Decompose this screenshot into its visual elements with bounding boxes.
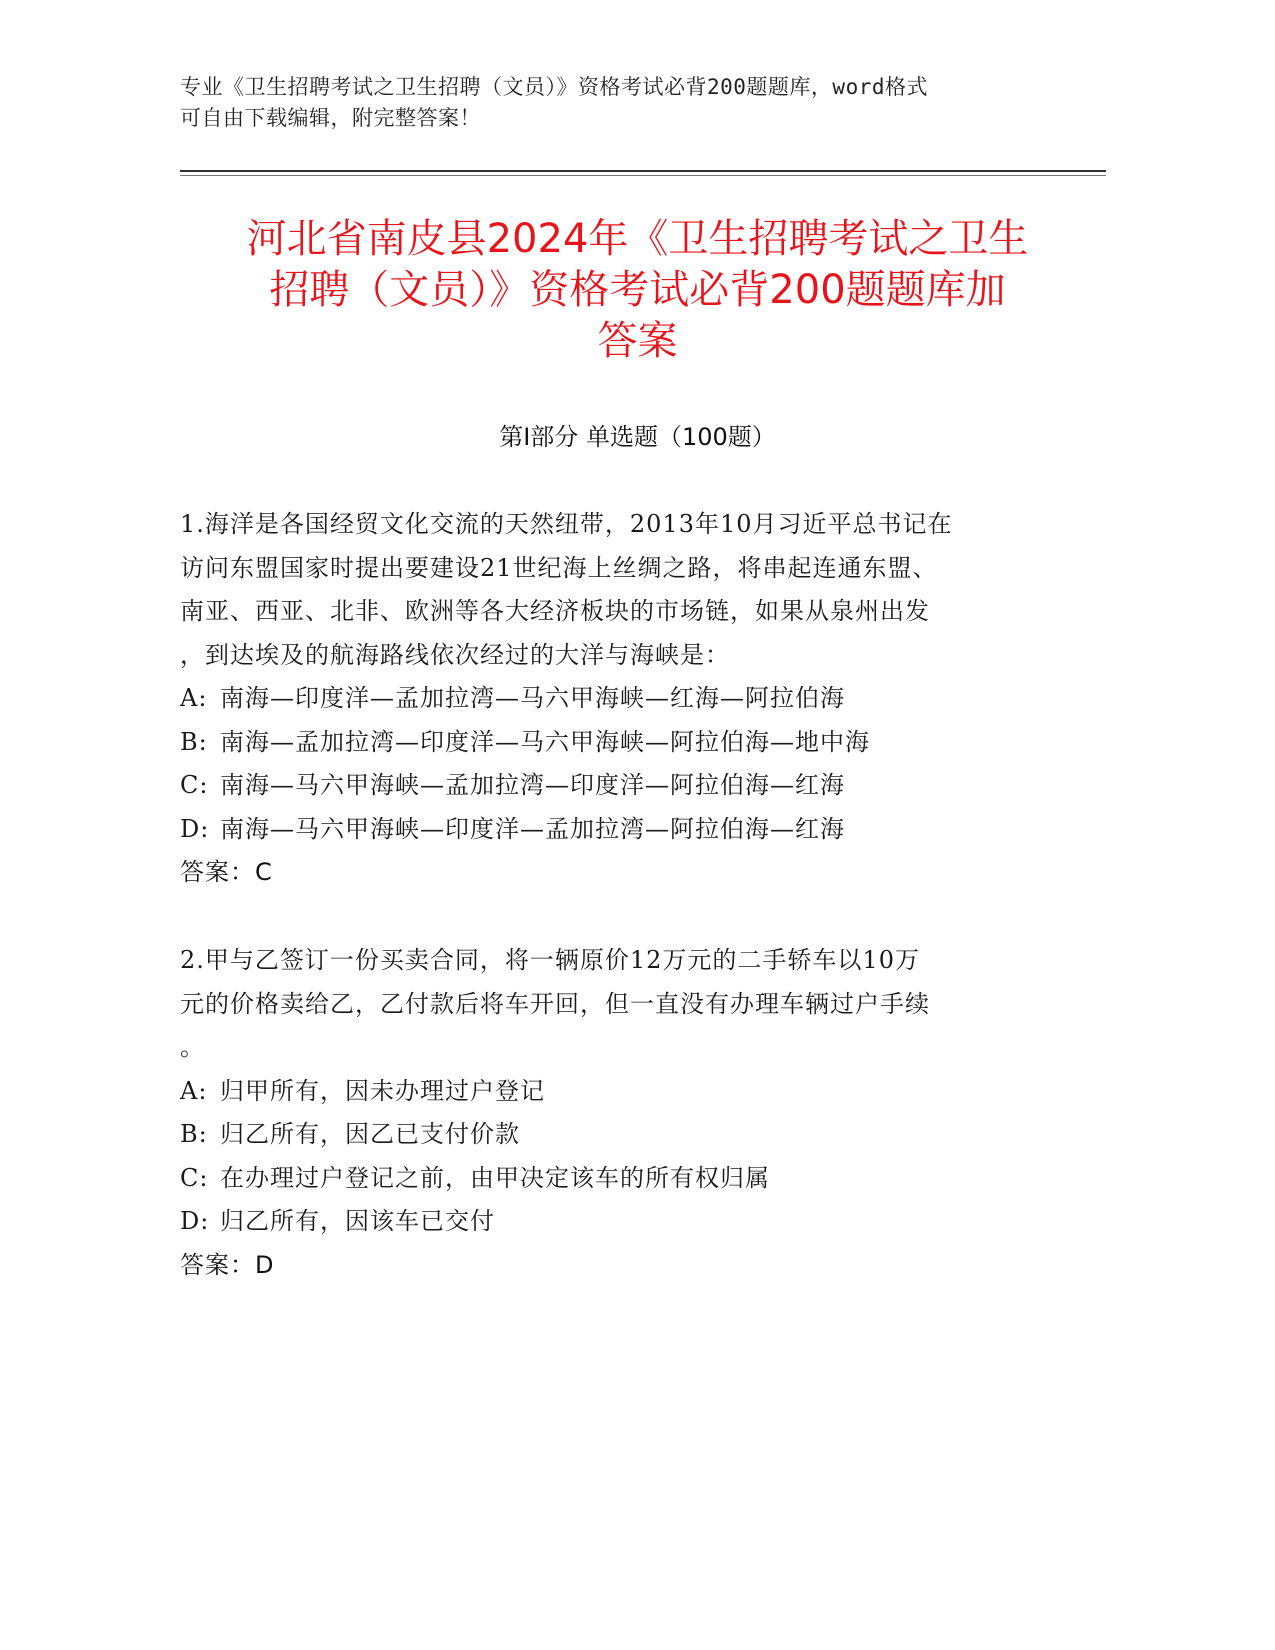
header-divider [180, 170, 1106, 172]
option-text: 在办理过户登记之前，由甲决定该车的所有权归属 [220, 1163, 770, 1192]
option-key: B: [180, 1120, 208, 1148]
question-stem-line: 。 [180, 1033, 205, 1061]
option-text: 南海—孟加拉湾—印度洋—马六甲海峡—阿拉伯海—地中海 [220, 727, 870, 756]
option-key: D: [180, 1207, 210, 1235]
option-text: 南海—马六甲海峡—印度洋—孟加拉湾—阿拉伯海—红海 [220, 814, 845, 843]
option-key: A: [180, 684, 208, 712]
answer-line: 答案：C [180, 858, 273, 886]
option-text: 南海—马六甲海峡—孟加拉湾—印度洋—阿拉伯海—红海 [220, 771, 845, 799]
document-title-line-2: 招聘（文员）》资格考试必背200题题库加 [269, 267, 1006, 313]
option-d [180, 808, 1060, 852]
question-stem-line: ，到达埃及的航海路线依次经过的大洋与海峡是： [180, 640, 730, 669]
document-title-line-1: 河北省南皮县2024年《卫生招聘考试之卫生 [246, 216, 1029, 262]
question-stem-line: 1.海洋是各国经贸文化交流的天然纽带，2013年10月习近平总书记在 [180, 510, 953, 538]
header-divider-thin [180, 175, 1106, 176]
option-key: D: [180, 814, 210, 843]
question-stem-line: 访问东盟国家时提出要建设21世纪海上丝绸之路，将串起连通东盟、 [180, 553, 938, 582]
option-text: 归乙所有，因该车已交付 [220, 1207, 495, 1235]
option-text: 归乙所有，因乙已支付价款 [220, 1120, 520, 1148]
option-c [180, 764, 1060, 808]
question-stem-line: 元的价格卖给乙，乙付款后将车开回，但一直没有办理车辆过户手续 [180, 989, 930, 1018]
option-key: B: [180, 727, 208, 756]
option-a [180, 1070, 1060, 1114]
header-note [180, 72, 1040, 134]
header-note-line-2: 可自由下载编辑，附完整答案！ [180, 106, 481, 130]
question-stem-line: 2.甲与乙签订一份买卖合同，将一辆原价12万元的二手轿车以10万 [180, 946, 920, 974]
option-key: A: [180, 1076, 208, 1105]
option-key: C: [180, 1163, 209, 1192]
question-2 [180, 939, 1060, 1287]
answer-line: 答案：D [180, 1250, 275, 1279]
question-1 [180, 503, 1060, 895]
section-heading: 第Ⅰ部分 单选题（100题） [499, 423, 776, 451]
option-text: 南海—印度洋—孟加拉湾—马六甲海峡—红海—阿拉伯海 [220, 684, 845, 712]
document-title [150, 214, 1125, 367]
option-d [180, 1200, 1060, 1244]
option-c [180, 1157, 1060, 1201]
option-b [180, 1113, 1060, 1157]
header-note-line-1: 专业《卫生招聘考试之卫生招聘（文员）》资格考试必背200题题库，word格式 [180, 75, 928, 99]
option-b [180, 721, 1060, 765]
question-stem-line: 南亚、西亚、北非、欧洲等各大经济板块的市场链，如果从泉州出发 [180, 597, 930, 625]
option-a [180, 677, 1060, 721]
option-key: C: [180, 771, 209, 799]
document-title-line-3: 答案 [597, 318, 678, 364]
option-text: 归甲所有，因未办理过户登记 [220, 1076, 545, 1105]
